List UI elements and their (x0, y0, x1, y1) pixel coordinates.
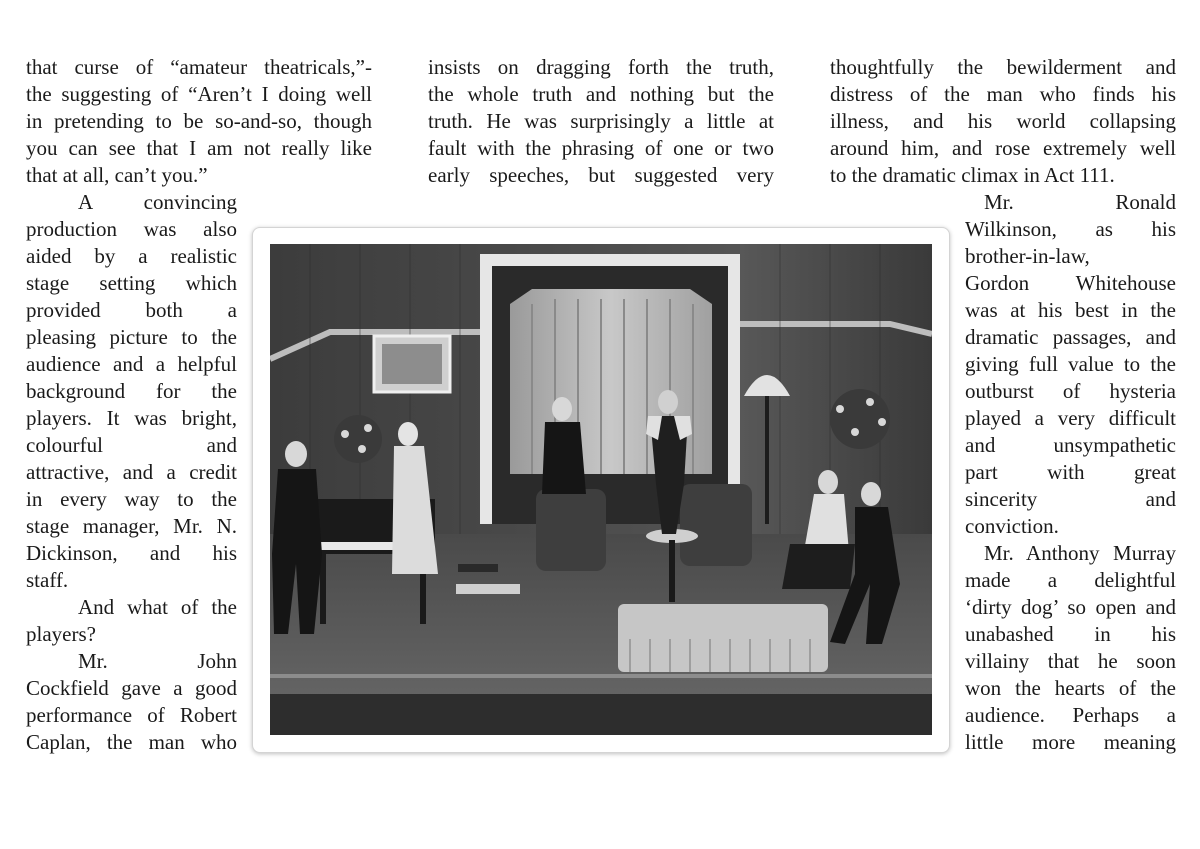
col2-line: the whole truth and nothing but the (428, 82, 774, 106)
col3-line: Gordon Whitehouse (965, 271, 1176, 295)
col3-line: Wilkinson, as his (965, 217, 1176, 241)
col3-line: around him, and rose extremely well (830, 136, 1176, 160)
col3-line: and unsympathetic (965, 433, 1176, 457)
col1-line: you can see that I am not really like (26, 136, 372, 160)
col3-line: thoughtfully the bewilderment and (830, 55, 1176, 79)
col3-line: sincerity and (965, 487, 1176, 511)
col1-line: the suggesting of “Aren’t I doing well (26, 82, 372, 106)
col2-line: truth. He was surprisingly a little at (428, 109, 774, 133)
col1-line: attractive, and a credit (26, 460, 237, 484)
col1-line: players. It was bright, (26, 406, 237, 430)
col3-line: played a very difficult (965, 406, 1176, 430)
col1-line: Caplan, the man who (26, 730, 237, 754)
col2-line: insists on dragging forth the truth, (428, 55, 774, 79)
col1-line: stage setting which (26, 271, 237, 295)
col3-line: made a delightful (965, 568, 1176, 592)
col1-line: audience and a helpful (26, 352, 237, 376)
col1-line: Mr. John (78, 649, 237, 673)
col3-line: brother-in-law, (965, 244, 1090, 268)
col3-line: ‘dirty dog’ so open and (965, 595, 1176, 619)
col1-line: in pretending to be so-and-so, though (26, 109, 372, 133)
col1-line: production was also (26, 217, 237, 241)
col3-line: part with great (965, 460, 1176, 484)
col1-line: aided by a realistic (26, 244, 237, 268)
col1-line: Cockfield gave a good (26, 676, 237, 700)
col1-line: players? (26, 622, 96, 646)
col3-line: conviction. (965, 514, 1059, 538)
stage-photograph (270, 244, 932, 735)
col3-line: illness, and his world collapsing (830, 109, 1176, 133)
col3-line: won the hearts of the (965, 676, 1176, 700)
col1-line: background for the (26, 379, 237, 403)
col1-line: that curse of “amateur theatricals,”- (26, 55, 372, 79)
col1-line: provided both a (26, 298, 237, 322)
col3-line: audience. Perhaps a (965, 703, 1176, 727)
col2-line: fault with the phrasing of one or two (428, 136, 774, 160)
col1-line: performance of Robert (26, 703, 237, 727)
col3-line: outburst of hysteria (965, 379, 1176, 403)
col1-line: A convincing (78, 190, 237, 214)
col1-line: in every way to the (26, 487, 237, 511)
col2-line: early speeches, but suggested very (428, 163, 774, 187)
col3-line: dramatic passages, and (965, 325, 1176, 349)
col3-line: giving full value to the (965, 352, 1176, 376)
col1-line: that at all, can’t you.” (26, 163, 208, 187)
photo-frame (252, 227, 950, 753)
col1-line: Dickinson, and his (26, 541, 237, 565)
col3-line: distress of the man who finds his (830, 82, 1176, 106)
col3-line: Mr. Anthony Murray (984, 541, 1176, 565)
col3-line: villainy that he soon (965, 649, 1176, 673)
col1-line: staff. (26, 568, 69, 592)
stage-scene-illustration (270, 244, 932, 735)
col3-line: to the dramatic climax in Act 111. (830, 163, 1115, 187)
col1-line: And what of the (78, 595, 237, 619)
col3-line: little more meaning (965, 730, 1176, 754)
col3-line: Mr. Ronald (984, 190, 1176, 214)
col1-line: colourful and (26, 433, 237, 457)
col3-line: unabashed in his (965, 622, 1176, 646)
col1-line: pleasing picture to the (26, 325, 237, 349)
col3-line: was at his best in the (965, 298, 1176, 322)
col1-line: stage manager, Mr. N. (26, 514, 237, 538)
